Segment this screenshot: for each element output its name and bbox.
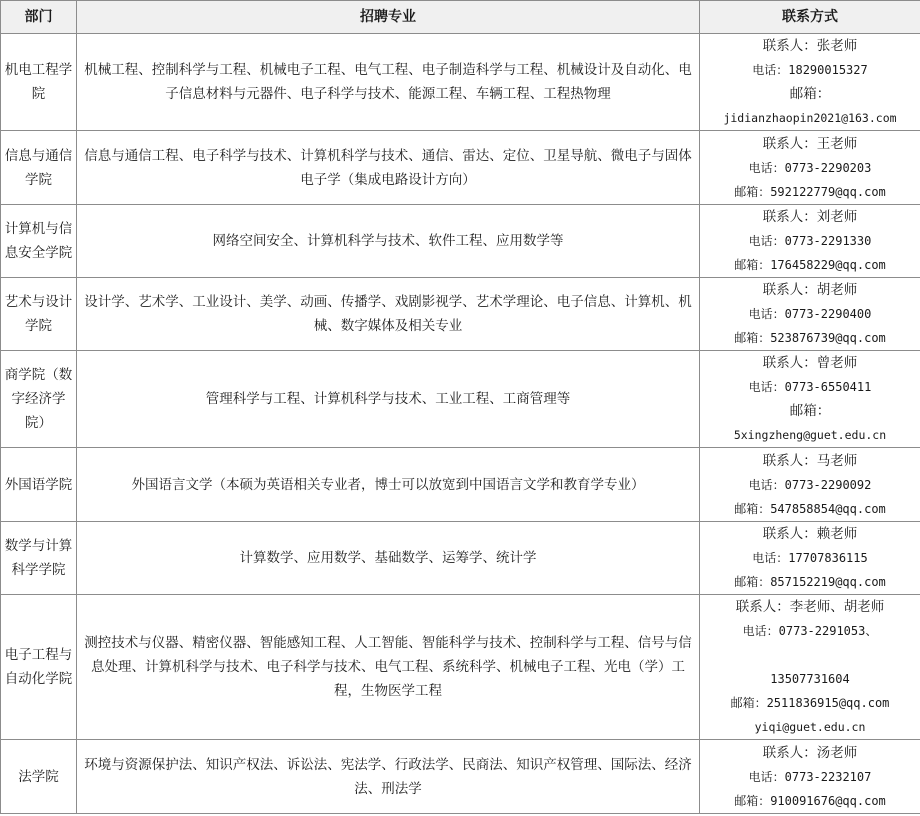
contact-cell <box>700 278 920 351</box>
table-row <box>1 740 920 814</box>
department-cell: 艺术与设计学院 <box>1 278 77 351</box>
contact-line: 电话：0773-6550411 <box>748 380 872 394</box>
contact-line: 联系人：刘老师 <box>762 209 858 225</box>
table-row <box>1 595 920 740</box>
majors-cell: 设计学、艺术学、工业设计、美学、动画、传播学、戏剧影视学、艺术学理论、电子信息、计算机、机械、数字媒体及相关专业 <box>77 278 700 351</box>
contact-line: 电话：0773-2290203 <box>748 160 872 175</box>
header-row <box>1 1 920 34</box>
department-cell: 法学院 <box>1 740 77 814</box>
contact-cell <box>700 131 920 205</box>
majors-cell: 计算数学、应用数学、基础数学、运筹学、统计学 <box>77 522 700 595</box>
contact-cell <box>700 595 920 740</box>
contact-line: 邮箱：592122779@qq.com <box>734 184 886 199</box>
header-department: 部门 <box>1 1 77 34</box>
majors-cell: 机械工程、控制科学与工程、机械电子工程、电气工程、电子制造科学与工程、机械设计及自动化、电子信息材料与元器件、电子科学与技术、能源工程、车辆工程、工程热物理 <box>77 34 700 131</box>
contact-line: jidianzhaopin2021@163.com <box>723 111 897 125</box>
majors-cell: 外国语言文学（本硕为英语相关专业者，博士可以放宽到中国语言文学和教育学专业） <box>77 448 700 522</box>
contact-line: 电话：0773-2290092 <box>748 477 872 492</box>
department-cell: 数学与计算科学学院 <box>1 522 77 595</box>
contact-line: 电话：17707836115 <box>752 551 868 565</box>
contact-line: yiqi@guet.edu.cn <box>754 720 866 734</box>
contact-line: 邮箱：176458229@qq.com <box>734 258 886 272</box>
contact-cell <box>700 740 920 814</box>
contact-line: 联系人：马老师 <box>762 452 858 469</box>
department-cell: 机电工程学院 <box>1 34 77 131</box>
contact-cell <box>700 34 920 131</box>
contact-line: 邮箱：857152219@qq.com <box>734 575 886 589</box>
contact-line: 电话：0773-2232107 <box>748 769 872 784</box>
contact-line: 13507731604 <box>770 672 850 686</box>
contact-line: 电话：18290015327 <box>752 63 868 77</box>
department-cell: 计算机与信息安全学院 <box>1 205 77 278</box>
contact-cell <box>700 448 920 522</box>
contact-line <box>702 643 918 667</box>
table-row <box>1 205 920 278</box>
majors-cell: 管理科学与工程、计算机科学与技术、工业工程、工商管理等 <box>77 351 700 448</box>
table-row <box>1 34 920 131</box>
contact-line: 电话：0773-2290400 <box>748 307 872 321</box>
contact-line: 电话：0773-2291053、 <box>742 624 878 638</box>
contact-line: 联系人：胡老师 <box>762 282 858 298</box>
contact-line: 联系人：汤老师 <box>762 744 858 761</box>
majors-cell: 测控技术与仪器、精密仪器、智能感知工程、人工智能、智能科学与技术、控制科学与工程、信号与信息处理、计算机科学与技术、电子科学与技术、电气工程、系统科学、机械电子工程、光电（学）工程，生物医学工程 <box>77 595 700 740</box>
table-row <box>1 522 920 595</box>
majors-cell: 信息与通信工程、电子科学与技术、计算机科学与技术、通信、雷达、定位、卫星导航、微电子与固体电子学（集成电路设计方向） <box>77 131 700 205</box>
contact-line: 邮箱：547858854@qq.com <box>734 501 886 516</box>
contact-line: 邮箱：2511836915@qq.com <box>730 696 890 710</box>
contact-line: 邮箱：910091676@qq.com <box>734 793 886 808</box>
department-cell: 商学院（数字经济学院） <box>1 351 77 448</box>
majors-cell: 网络空间安全、计算机科学与技术、软件工程、应用数学等 <box>77 205 700 278</box>
table-row <box>1 131 920 205</box>
contact-line: 5xingzheng@guet.edu.cn <box>733 428 887 442</box>
contact-line: 邮箱： <box>789 86 831 102</box>
department-cell: 外国语学院 <box>1 448 77 522</box>
contact-line: 联系人：曾老师 <box>762 355 858 371</box>
majors-cell: 环境与资源保护法、知识产权法、诉讼法、宪法学、行政法学、民商法、知识产权管理、国际法、经济法、刑法学 <box>77 740 700 814</box>
contact-cell <box>700 205 920 278</box>
contact-cell <box>700 522 920 595</box>
contact-line: 联系人：王老师 <box>762 135 858 152</box>
contact-line: 邮箱： <box>789 403 831 419</box>
contact-line: 联系人：李老师、胡老师 <box>735 599 885 615</box>
contact-line: 电话：0773-2291330 <box>748 234 872 248</box>
header-contact: 联系方式 <box>700 1 920 34</box>
table-row <box>1 448 920 522</box>
department-cell: 信息与通信学院 <box>1 131 77 205</box>
contact-line: 邮箱：523876739@qq.com <box>734 331 886 345</box>
department-cell: 电子工程与自动化学院 <box>1 595 77 740</box>
contact-cell <box>700 351 920 448</box>
contact-line: 联系人：张老师 <box>762 38 858 54</box>
table-row <box>1 351 920 448</box>
header-majors: 招聘专业 <box>77 1 700 34</box>
table-row <box>1 278 920 351</box>
contact-line: 联系人：赖老师 <box>762 526 858 542</box>
